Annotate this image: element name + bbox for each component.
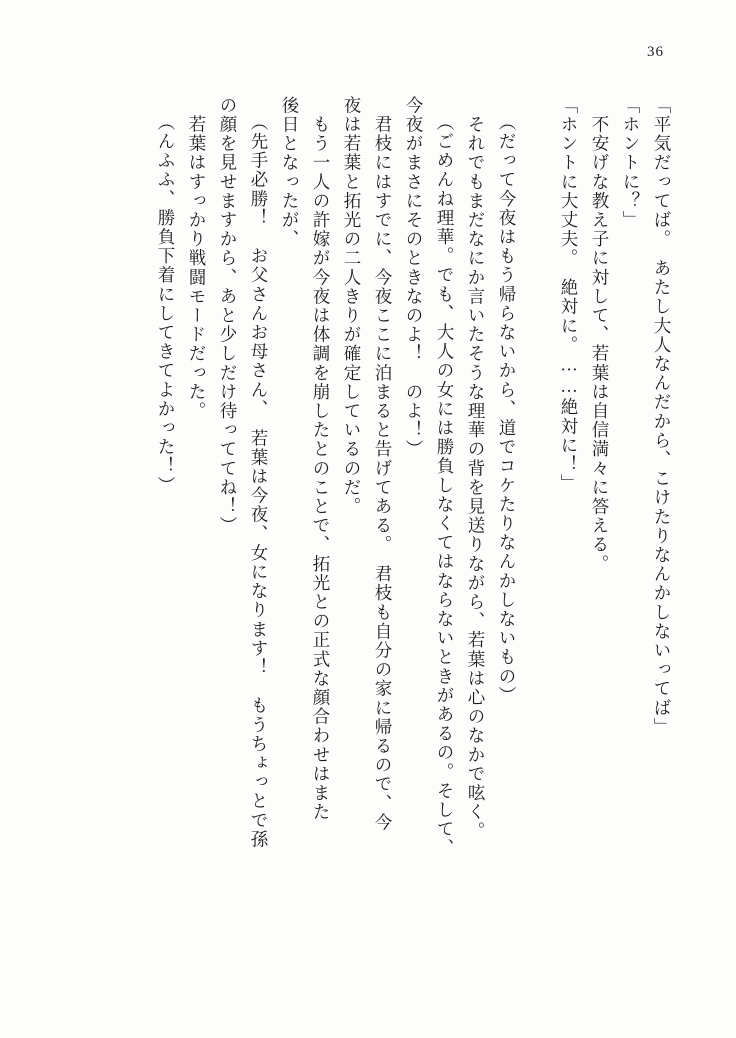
- text-column: もう一人の許嫁が今夜は体調を崩したとのことで、拓光との正式な顔合わせはまた: [311, 96, 331, 822]
- text-column: 夜は若葉と拓光の二人きりが確定しているのだ。: [342, 96, 362, 517]
- text-column: 不安げな教え子に対して、若葉は自信満々に答える。: [590, 96, 610, 574]
- vertical-text-block: [96, 96, 670, 978]
- text-column: それでもまだなにか言いたそうな理華の背を見送りながら、若葉は心のなかで呟く。: [466, 96, 486, 841]
- text-column: の顔を見せますから、あと少しだけ待っててね！）: [218, 96, 238, 536]
- text-column: 「ホントに？」: [621, 96, 641, 230]
- text-column: 君枝にはすでに、今夜ここに泊まると告げてある。 君枝も自分の家に帰るので、今: [373, 96, 393, 833]
- text-column: 「ホントに大丈夫。 絶対に。……絶対に！」: [559, 96, 579, 494]
- text-column: （ごめんね理華。でも、大人の女には勝負しなくてはならないときがあるの。そして、: [435, 113, 455, 858]
- page-number: 36: [647, 44, 664, 60]
- text-column: （先手必勝！ お父さんお母さん、 若葉は今夜、女になります！ もうちょっとで孫: [249, 113, 269, 850]
- text-column: 今夜がまさにそのときなのよ！ のよ！）: [404, 96, 424, 459]
- text-column: 若葉はすっかり戦闘モードだった。: [187, 96, 207, 421]
- text-column: 後日となったが、: [280, 96, 300, 249]
- text-column: [515, 96, 546, 978]
- text-column: （だって今夜はもう帰らないから、道でコケたりなんかしないもの）: [497, 113, 517, 706]
- text-column: （んふふ、勝負下着にしてきてよかった！）: [156, 113, 176, 495]
- text-column: 「平気だってば。 あたし大人なんだから、こけたりなんかしないってば」: [652, 96, 672, 737]
